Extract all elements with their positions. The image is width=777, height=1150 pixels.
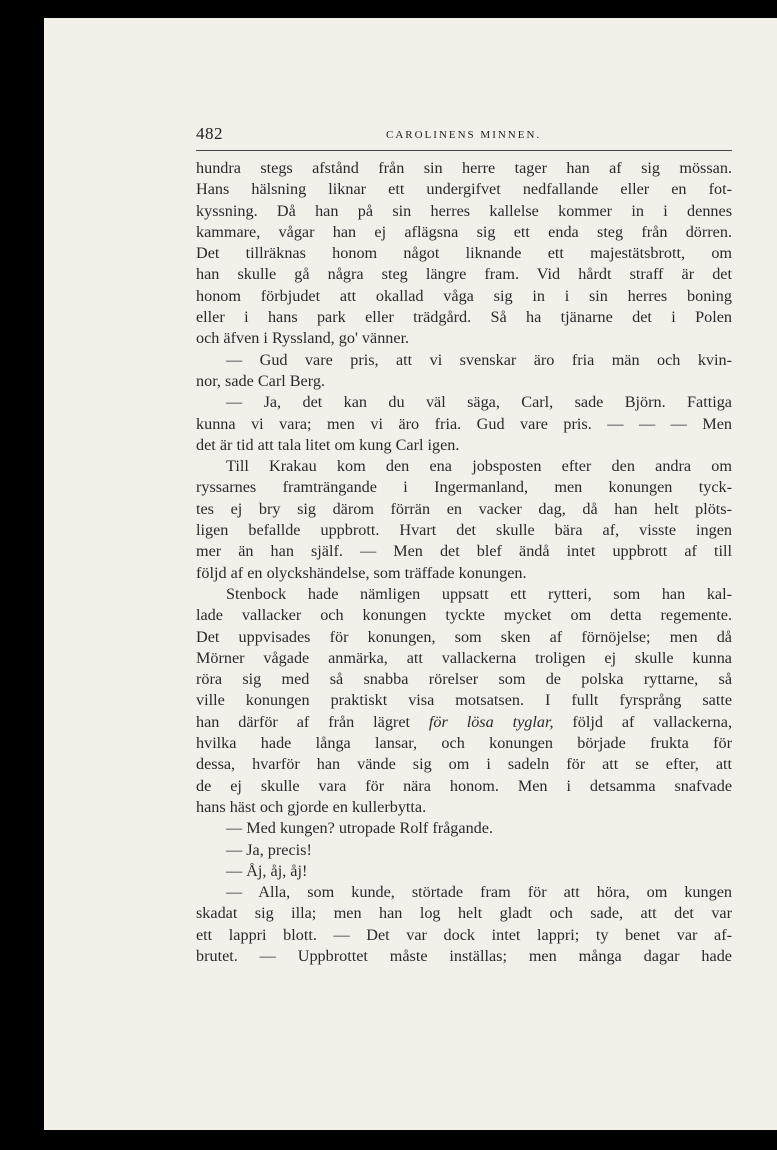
text-line xyxy=(196,712,732,733)
text-line: — Ja, precis! xyxy=(226,840,312,859)
book-page xyxy=(44,18,777,1130)
text-line: kyssning. Då han på sin herres kallelse kommer in i dennes xyxy=(196,201,732,220)
text-line: Det uppvisades för konungen, som sken af förnöjelse; men då xyxy=(196,627,732,646)
text-line: röra sig med så snabba rörelser som de polska ryttarne, så xyxy=(196,670,732,689)
page-header xyxy=(196,124,732,151)
text-line: kammare, vågar han ej aflägsna sig ett enda steg från dörren. xyxy=(196,222,732,241)
text-line: eller i hans park eller trädgård. Så ha tjänarne det i Polen xyxy=(196,308,732,327)
text-line: nor, sade Carl Berg. xyxy=(196,371,325,390)
text-line: — Åj, åj, åj! xyxy=(226,861,308,880)
text-line: han skulle gå några steg längre fram. Vid hårdt straff är det xyxy=(196,265,732,284)
text-line: Hans hälsning liknar ett undergifvet nedfallande eller en fot- xyxy=(196,180,732,199)
text-line: skadat sig illa; men han log helt gladt och sade, att det var xyxy=(196,904,732,923)
text-line: Till Krakau kom den ena jobsposten efter den andra om xyxy=(226,457,732,476)
text-line: hundra stegs afstånd från sin herre tager han af sig mössan. xyxy=(196,159,732,177)
text-segment: han därför af från lägret xyxy=(196,712,429,731)
text-line: mer än han själf. — Men det blef ändå intet uppbrott af till xyxy=(196,542,732,561)
text-line: Det tillräknas honom något liknande ett majestätsbrott, om xyxy=(196,244,732,263)
text-line: hvilka hade långa lansar, och konungen började frukta för xyxy=(196,734,732,753)
text-line: och äfven i Ryssland, go' vänner. xyxy=(196,329,410,348)
text-line: Mörner vågade anmärka, att vallackerna troligen ej skulle kunna xyxy=(196,648,732,667)
text-line: de ej skulle vara för nära honom. Men i detsamma snafvade xyxy=(196,776,732,795)
text-line: tes ej bry sig därom förrän en vacker dag, då han helt plöts- xyxy=(196,499,732,518)
text-line: lade vallacker och konungen tyckte mycket om detta regemente. xyxy=(196,606,732,625)
text-line: honom förbjudet att okallad våga sig in i sin herres boning xyxy=(196,286,732,305)
text-line: det är tid att tala litet om kung Carl igen. xyxy=(196,435,460,454)
text-line: brutet. — Uppbrottet måste inställas; men många dagar hade xyxy=(196,946,732,965)
body-text xyxy=(196,158,732,967)
text-line: ryssarnes framträngande i Ingermanland, men konungen tyck- xyxy=(196,478,732,497)
text-segment: följd af vallackerna, xyxy=(553,712,732,731)
text-line: — Alla, som kunde, störtade fram för att höra, om kungen xyxy=(226,883,732,902)
page-number: 482 xyxy=(196,124,223,143)
running-title: CAROLINENS MINNEN. xyxy=(386,129,542,141)
text-line: — Gud vare pris, att vi svenskar äro fria män och kvin- xyxy=(226,350,732,369)
italic-phrase: för lösa tyglar, xyxy=(428,712,554,731)
text-line: ville konungen praktiskt visa motsatsen. I fullt fyrsprång satte xyxy=(196,691,732,710)
text-line: — Ja, det kan du väl säga, Carl, sade Björn. Fattiga xyxy=(226,393,732,412)
text-line: hans häst och gjorde en kullerbytta. xyxy=(196,797,427,816)
text-line: — Med kungen? utropade Rolf frågande. xyxy=(226,819,494,838)
text-line: kunna vi vara; men vi äro fria. Gud vare pris. — — — Men xyxy=(196,414,732,433)
text-line: ett lappri blott. — Det var dock intet lappri; ty benet var af- xyxy=(196,925,732,944)
text-line: följd af en olyckshändelse, som träffade konungen. xyxy=(196,563,527,582)
text-line: Stenbock hade nämligen uppsatt ett rytteri, som han kal- xyxy=(226,584,732,603)
text-line: dessa, hvarför han vände sig om i sadeln för att se efter, att xyxy=(196,755,732,774)
text-line: ligen befallde uppbrott. Hvart det skulle bära af, visste ingen xyxy=(196,521,732,540)
